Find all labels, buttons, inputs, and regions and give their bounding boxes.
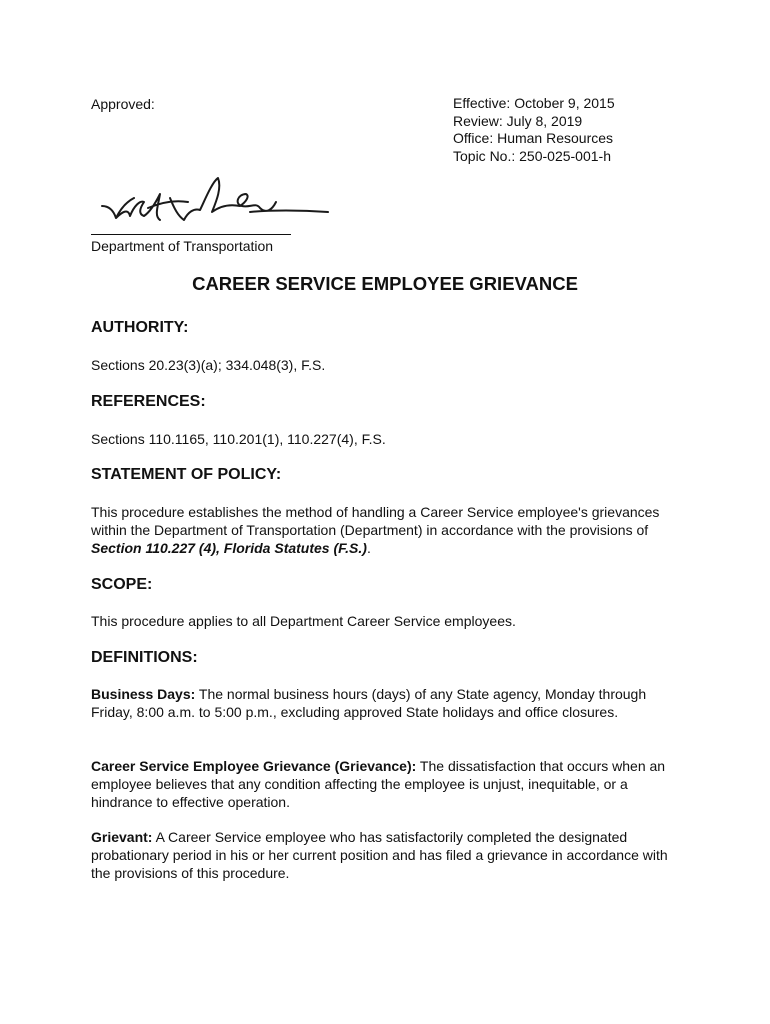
office: Office: Human Resources bbox=[453, 130, 614, 146]
definitions-heading: DEFINITIONS: bbox=[91, 649, 198, 666]
references-text: Sections 110.1165, 110.201(1), 110.227(4), F.S. bbox=[91, 431, 386, 447]
statute-reference: Section 110.227 (4), Florida Statutes (F.S.) bbox=[91, 540, 367, 556]
definition-term: Business Days: bbox=[91, 686, 196, 702]
definition-term: Grievant: bbox=[91, 829, 153, 845]
department-name: Department of Transportation bbox=[91, 238, 274, 254]
policy-text-body: This procedure establishes the method of handling a Career Service employee's grievances within the Department of Transportation (Department) in accordance with the provisions of bbox=[91, 504, 660, 538]
document-metadata bbox=[453, 95, 615, 165]
definition-business-days bbox=[91, 685, 666, 721]
definition-text: The normal business hours (days) of any State agency, Monday through Friday, 8:00 a.m. to 5:00 p.m., excluding approved State holidays and office closures. bbox=[91, 686, 647, 720]
references-heading: REFERENCES: bbox=[91, 393, 206, 410]
signature-line bbox=[91, 234, 291, 235]
scope-heading: SCOPE: bbox=[91, 576, 153, 593]
signature-image bbox=[100, 172, 330, 232]
document-title: CAREER SERVICE EMPLOYEE GRIEVANCE bbox=[192, 273, 578, 294]
authority-heading: AUTHORITY: bbox=[91, 319, 189, 336]
definition-text: The dissatisfaction that occurs when an employee believes that any condition affecting the employee is unjust, inequitable, or a hindrance to effective operation. bbox=[91, 758, 666, 810]
approved-label: Approved: bbox=[91, 96, 155, 112]
policy-text bbox=[91, 503, 671, 557]
effective-date: Effective: October 9, 2015 bbox=[453, 95, 615, 111]
topic-number: Topic No.: 250-025-001-h bbox=[453, 147, 611, 164]
authority-text: Sections 20.23(3)(a); 334.048(3), F.S. bbox=[91, 357, 326, 373]
policy-text-end: . bbox=[366, 540, 371, 556]
definition-text: A Career Service employee who has satisfactorily completed the designated probationary period in his or her current position and has filed a grievance in accordance with the provisions of this procedure. bbox=[91, 829, 668, 881]
definition-grievant bbox=[91, 828, 676, 882]
review-date: Review: July 8, 2019 bbox=[453, 112, 583, 129]
definition-grievance bbox=[91, 757, 666, 811]
definition-term: Career Service Employee Grievance (Grievance): bbox=[91, 758, 417, 774]
scope-text: This procedure applies to all Department Career Service employees. bbox=[91, 613, 516, 629]
policy-heading: STATEMENT OF POLICY: bbox=[91, 466, 282, 483]
